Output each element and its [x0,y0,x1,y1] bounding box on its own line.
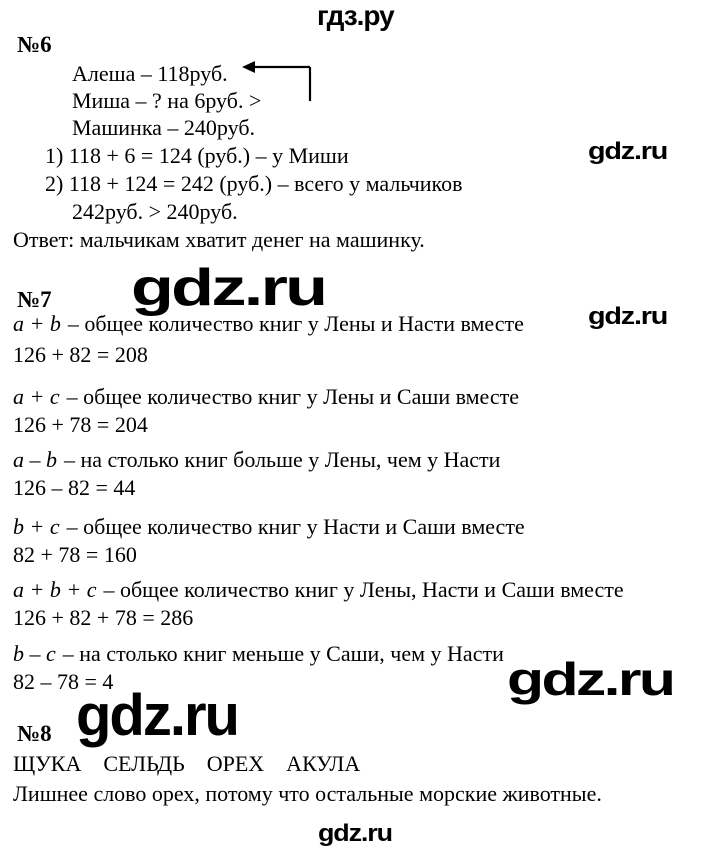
problem7-item3-desc [13,447,500,473]
problem7-item4-text: – общее количество книг у Насти и Саши вместе [66,514,525,539]
problem7-item2-equation: 126 + 78 = 204 [13,412,148,437]
problem8-answer: Лишнее слово орех, потому что остальные морские животные. [13,781,602,806]
problem7-item4-desc [13,514,525,540]
problem7-item6-desc [13,641,504,667]
problem7-item3-text: – на столько книг больше у Лены, чем у Насти [64,447,501,472]
problem7-item1-desc [13,311,524,337]
problem7-item4-vars: b + c [13,514,60,539]
problem7-item1-text: – общее количество книг у Лены и Насти вместе [67,311,524,336]
problem7-item6-vars: b – c [13,641,56,666]
gdz-watermark-bottom-left-large: gdz.ru [76,683,238,748]
gdz-watermark-top: гдз.ру [317,0,394,31]
problem7-item1-equation: 126 + 82 = 208 [13,342,148,367]
gdz-watermark-bottom-right-large: gdz.ru [507,653,674,705]
problem7-item2-text: – общее количество книг у Лены и Саши вместе [66,384,519,409]
problem6-comparison: 242руб. > 240руб. [72,199,238,224]
problem7-number: №7 [17,287,52,312]
problem6-number: №6 [17,32,52,57]
problem7-item1-vars: a + b [13,311,61,336]
problem6-answer: Ответ: мальчикам хватит денег на машинку. [13,227,425,252]
gdz-watermark-bottom-center: gdz.ru [318,820,392,847]
comparison-arrow-icon [240,57,318,103]
problem7-item6-text: – на столько книг меньше у Саши, чем у Насти [62,641,504,666]
problem8-number: №8 [17,721,52,746]
problem7-item2-vars: a + c [13,384,60,409]
problem7-item3-equation: 126 – 82 = 44 [13,475,136,500]
problem7-item6-equation: 82 – 78 = 4 [13,669,114,694]
problem7-item5-equation: 126 + 82 + 78 = 286 [13,605,194,630]
problem6-given-line3: Машинка – 240руб. [72,115,256,140]
problem7-item5-desc [13,577,624,603]
problem6-given-line2: Миша – ? на 6руб. > [72,88,262,113]
gdz-watermark-right-1: gdz.ru [588,138,668,165]
problem7-item5-vars: a + b + c [13,577,97,602]
problem7-item5-text: – общее количество книг у Лены, Насти и Саши вместе [103,577,624,602]
problem6-step1: 1) 118 + 6 = 124 (руб.) – у Миши [45,143,349,168]
problem6-step2: 2) 118 + 124 = 242 (руб.) – всего у мальчиков [45,171,463,196]
problem7-item4-equation: 82 + 78 = 160 [13,542,137,567]
problem8-words: ЩУКА СЕЛЬДЬ ОРЕХ АКУЛА [13,751,361,776]
problem7-item2-desc [13,384,519,410]
problem7-item3-vars: a – b [13,447,57,472]
gdz-watermark-center-large: gdz.ru [131,259,326,317]
problem6-given-line1: Алеша – 118руб. [72,61,228,86]
gdz-watermark-right-2: gdz.ru [588,303,668,330]
